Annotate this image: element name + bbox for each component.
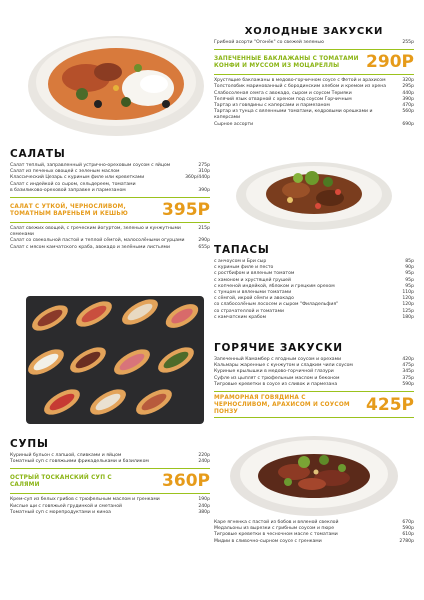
item-price: 180р — [402, 314, 414, 320]
item-name: с анчоусом и Бри сыр — [214, 259, 267, 264]
item-name: Салат с мясом камчатского краба, авокадо и зелёными листьями — [10, 244, 170, 250]
featured-name: ОСТРЫЙ ТОСКАНСКИЙ СУП С САЛЯМИ — [10, 473, 112, 489]
item-price: 360р/440р — [185, 175, 210, 181]
hot-title: ГОРЯЧИЕ ЗАКУСКИ — [214, 342, 343, 354]
item-price: 390р — [402, 96, 414, 102]
item-price: 190р — [198, 497, 210, 503]
item-name: Кислые щи с говяжьей грудинкой и сметаной — [10, 503, 122, 509]
item-price: 560р — [402, 109, 414, 115]
item-price: 95р — [405, 271, 414, 277]
item-name: Хрустящие баклажаны в медово-горчичном соусе с Фетой и арахисом — [214, 78, 386, 84]
item-price: 95р — [405, 283, 414, 289]
list-item — [214, 539, 414, 545]
item-name: Грибной асорти "Огонёк" со свежей зеленью — [214, 40, 324, 45]
item-name: Тартар из тунца с вяленными томатами, кедровыми орешками и каперсами — [214, 109, 373, 121]
item-name: с куриным филе и песто — [214, 265, 274, 271]
item-name: Классический Цезарь с куриным филе или креветками — [10, 175, 145, 181]
item-name: Салат из печеных овощей с зеленым маслом — [10, 169, 120, 175]
item-name: в базиликово-ореховой заправке и пармезаном — [10, 187, 126, 193]
list-item — [214, 315, 414, 321]
item-name: Тартар из говядины с каперсами и пармезаном — [214, 103, 330, 109]
item-price: 345р — [402, 369, 414, 375]
item-price: 110р — [402, 290, 414, 296]
item-price: 120р — [402, 302, 414, 308]
item-price: 310р — [198, 169, 210, 175]
item-price: 255р — [402, 40, 414, 45]
item-price: 215р — [198, 226, 210, 232]
item-name: со страчателлой и томатами — [214, 308, 285, 314]
item-name: Салат свежих овощей, с греческим йогуртом, зеленью и кунжутными семенами — [10, 226, 181, 238]
tapas-board-photo — [22, 290, 210, 430]
list-item — [10, 459, 210, 465]
item-price: 390р — [198, 187, 210, 193]
item-name: Куриные крылышки в медово-горчичной глазури — [214, 369, 334, 375]
list-item — [214, 382, 414, 388]
item-price: 275р — [198, 163, 210, 168]
item-price: 85р — [405, 259, 414, 264]
soups-title: СУПЫ — [10, 438, 49, 450]
item-name: с камчатским крабом — [214, 314, 267, 320]
item-name: Каре ягненка с пастой из бобов и вяленой свеклой — [214, 520, 339, 525]
item-name: Толстолобик маринованный с бородинским хлебом и кремом из хрена — [214, 84, 387, 90]
featured-price: 290Р — [366, 52, 414, 73]
list-item — [10, 245, 210, 251]
item-price: 380р — [198, 509, 210, 515]
tapas-title: ТАПАСЫ — [214, 244, 270, 256]
featured-name: САЛАТ С УТКОЙ, ЧЕРНОСЛИВОМ, ТОМАТНЫМ ВАРЕНЬЕМ И КЕШЬЮ — [10, 202, 128, 218]
item-price: 440р — [402, 90, 414, 96]
featured-price: 395Р — [162, 200, 210, 221]
item-name: с хамоном и хрустящей грушей — [214, 277, 291, 283]
featured-price: 425Р — [366, 394, 414, 415]
item-price: 670р — [402, 520, 414, 525]
list-item — [10, 188, 210, 194]
item-price: 295р — [402, 84, 414, 90]
item-price: 2780р — [399, 538, 414, 544]
cold-title: ХОЛОДНЫЕ ЗАКУСКИ — [244, 26, 384, 37]
salad-bowl-photo — [26, 12, 206, 142]
featured-name: МРАМОРНАЯ ГОВЯДИНА С ЧЕРНОСЛИВОМ, АРАХИСОМ И СОУСОМ ПОНЗУ — [214, 393, 350, 416]
item-price: 95р — [405, 277, 414, 283]
item-price: 590р — [402, 381, 414, 387]
item-name: Куриный бульон с лапшой, сливками и яйцом — [10, 453, 122, 458]
item-price: 690р — [402, 121, 414, 127]
item-price: 125р — [402, 308, 414, 314]
item-price: 590р — [402, 526, 414, 532]
item-name: с ростбифом и вяленым томатом — [214, 271, 295, 277]
item-price: 375р — [402, 375, 414, 381]
item-name: Томатный суп с говяжьими фрикадельками и базиликом — [10, 459, 149, 465]
item-name: с тунцом и вялеными томатами — [214, 290, 292, 296]
featured-soup — [10, 468, 210, 494]
item-price: 320р — [402, 78, 414, 84]
item-price: 220р — [198, 453, 210, 458]
hot-section — [214, 342, 414, 421]
salads-title: САЛАТЫ — [10, 148, 66, 160]
item-name: с копченой индейкой, яблоком и грецким орехом — [214, 283, 335, 289]
item-price: 290р — [198, 238, 210, 244]
item-price: 475р — [402, 363, 414, 369]
salads-section — [10, 148, 210, 251]
tapas-section — [214, 244, 414, 321]
beef-plate-photo — [228, 432, 400, 518]
item-name: Салат теплый, заправленный устрично-ореховым соусом с яйцом — [10, 163, 171, 168]
list-item — [214, 109, 414, 121]
soups-section — [10, 438, 210, 516]
item-price: 90р — [405, 265, 414, 271]
item-price: 655р — [198, 244, 210, 250]
item-name: Салат с индейкой со сыром, сельдереем, томатами — [10, 181, 136, 187]
item-name: с сёмгой, икрой сёмги и авокадо — [214, 296, 294, 302]
cold-section — [214, 26, 414, 128]
item-name: Крем-суп из белых грибов с трюфельным маслом и гренками — [10, 497, 160, 503]
cold-salad-photo — [234, 156, 394, 232]
item-name: Томатный суп с морепродуктами и киноа — [10, 509, 111, 515]
featured-price: 360Р — [162, 471, 210, 492]
item-name: Салат со свекольной пастой и теплой сёмгой, малосолёными огурцами — [10, 238, 185, 244]
list-item — [214, 122, 414, 128]
hot-section-more — [214, 520, 414, 545]
featured-name: ЗАПЕЧЕННЫЕ БАКЛАЖАНЫ С ТОМАТАМИ КОНФИ И МУССОМ ИЗ МОЦАРЕЛЛЫ — [214, 54, 359, 70]
item-name: Запеченный Камамбер с ягодным соусом и орехами — [214, 357, 342, 362]
list-item — [214, 40, 414, 46]
item-price: 610р — [402, 532, 414, 538]
item-price: 240р — [198, 503, 210, 509]
item-name: со слабосолёным лососем и сыром "Филадельфия" — [214, 302, 339, 308]
featured-hot — [214, 391, 414, 418]
list-item — [10, 510, 210, 516]
item-price: 420р — [402, 357, 414, 362]
featured-salad — [10, 197, 210, 223]
item-name: Тигровые креветки в соусе из сливок и пармезана — [214, 381, 338, 387]
item-price: 120р — [402, 296, 414, 302]
featured-cold — [214, 49, 414, 75]
item-price: 240р — [198, 459, 210, 465]
item-name: Слабосоленая семга с авокадо, сыром и соусом Терияки — [214, 90, 352, 96]
item-name: Сырное ассорти — [214, 121, 254, 127]
list-item — [10, 226, 210, 238]
item-name: Тигровые креветки в чесночном масле с томатами — [214, 532, 338, 538]
item-price: 470р — [402, 103, 414, 109]
item-name: Телячий язык отварной с хреном под соусом Горчичным — [214, 96, 352, 102]
item-name: Медальоны из вырезки с грибным соусом и пюре — [214, 526, 335, 532]
item-name: Кальмары жаренные с кунжутом и сладким чили соусом — [214, 363, 353, 369]
item-name: Суфле из цыплят с трюфельным маслом и беконом — [214, 375, 340, 381]
item-name: Мидии в сливочно-сырном соусе с гренками — [214, 538, 322, 544]
